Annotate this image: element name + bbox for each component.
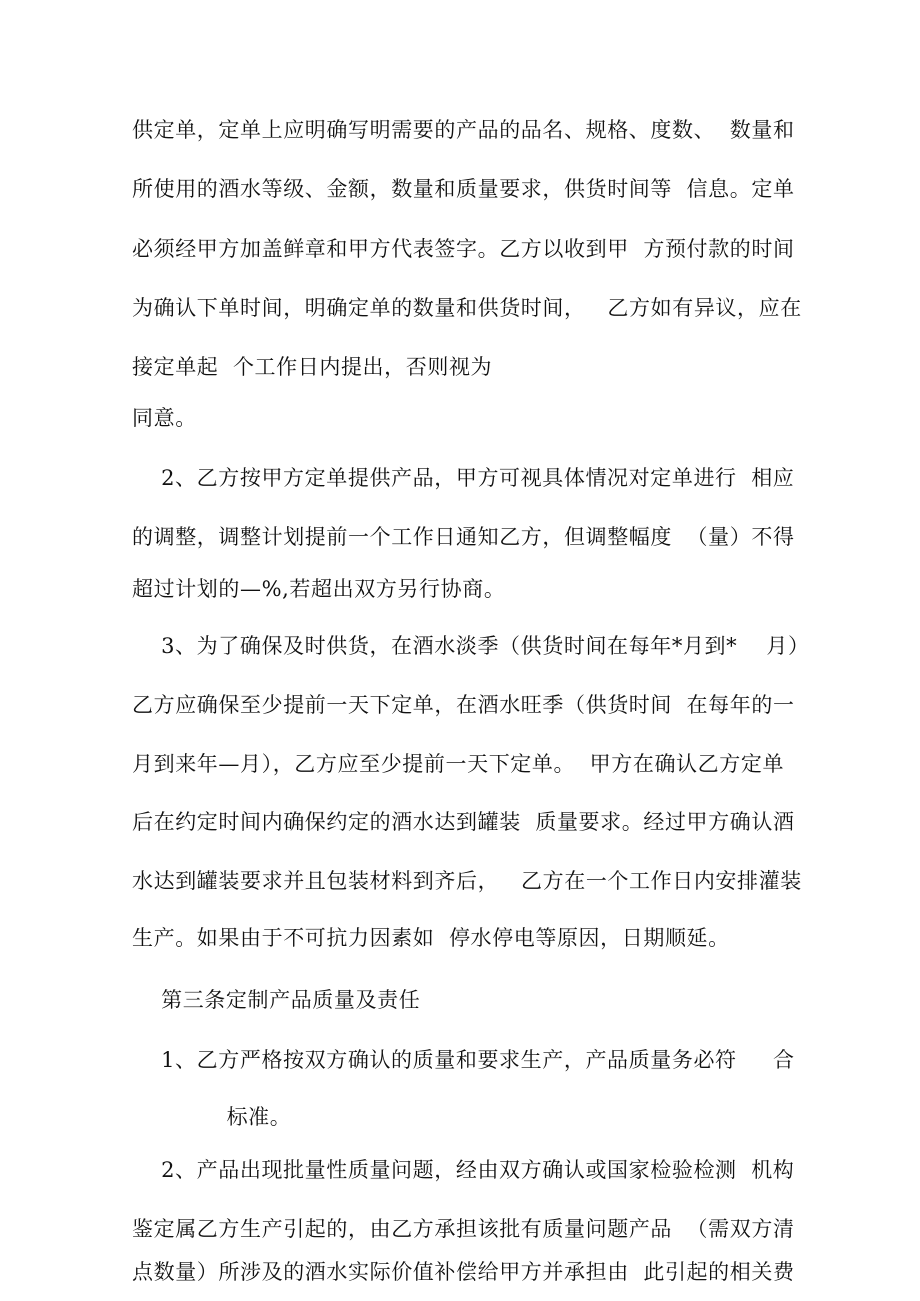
text-line: 所使用的酒水等级、金额，数量和质量要求，供货时间等 信息。定单 (132, 177, 795, 201)
text-line: 同意。 (132, 406, 197, 430)
text-line: 为确认下单时间，明确定单的数量和供货时间， 乙方如有异议，应在 (132, 296, 802, 320)
text-line: 1、乙方严格按双方确认的质量和要求生产，产品质量务必符 合 (132, 1048, 795, 1072)
text-line: 2、产品出现批量性质量问题，经由双方确认或国家检验检测 机构 (132, 1158, 795, 1182)
text-line: 超过计划的—%,若超出双方另行协商。 (132, 577, 506, 601)
text-line: 供定单，定单上应明确写明需要的产品的品名、规格、度数、 数量和 (132, 118, 795, 142)
text-line: 2、乙方按甲方定单提供产品，甲方可视具体情况对定单进行 相应 (132, 466, 795, 490)
text-line: 3、为了确保及时供货，在酒水淡季（供货时间在每年*月到* 月） (132, 634, 810, 658)
text-line: 生产。如果由于不可抗力因素如 停水停电等原因，日期顺延。 (132, 926, 730, 950)
text-line: 的调整，调整计划提前一个工作日通知乙方，但调整幅度 （量）不得 (132, 525, 795, 549)
text-line: 必须经甲方加盖鲜章和甲方代表签字。乙方以收到甲 方预付款的时间 (132, 237, 795, 261)
text-line: 月到来年—月），乙方应至少提前一天下定单。 甲方在确认乙方定单 (132, 752, 785, 776)
text-line: 后在约定时间内确保约定的酒水达到罐装 质量要求。经过甲方确认酒 (132, 810, 795, 834)
text-line: 标准。 (132, 1105, 292, 1129)
text-line: 鉴定属乙方生产引起的，由乙方承担该批有质量问题产品 （需双方清 (132, 1217, 795, 1241)
text-line: 乙方应确保至少提前一天下定单，在酒水旺季（供货时间 在每年的一 (132, 693, 795, 717)
section-heading: 第三条定制产品质量及责任 (132, 988, 421, 1012)
text-line: 接定单起 个工作日内提出，否则视为 (132, 355, 493, 379)
text-line: 点数量）所涉及的酒水实际价值补偿给甲方并承担由 此引起的相关费 (132, 1260, 795, 1284)
text-line: 水达到罐装要求并且包装材料到齐后， 乙方在一个工作日内安排灌装 (132, 869, 802, 893)
